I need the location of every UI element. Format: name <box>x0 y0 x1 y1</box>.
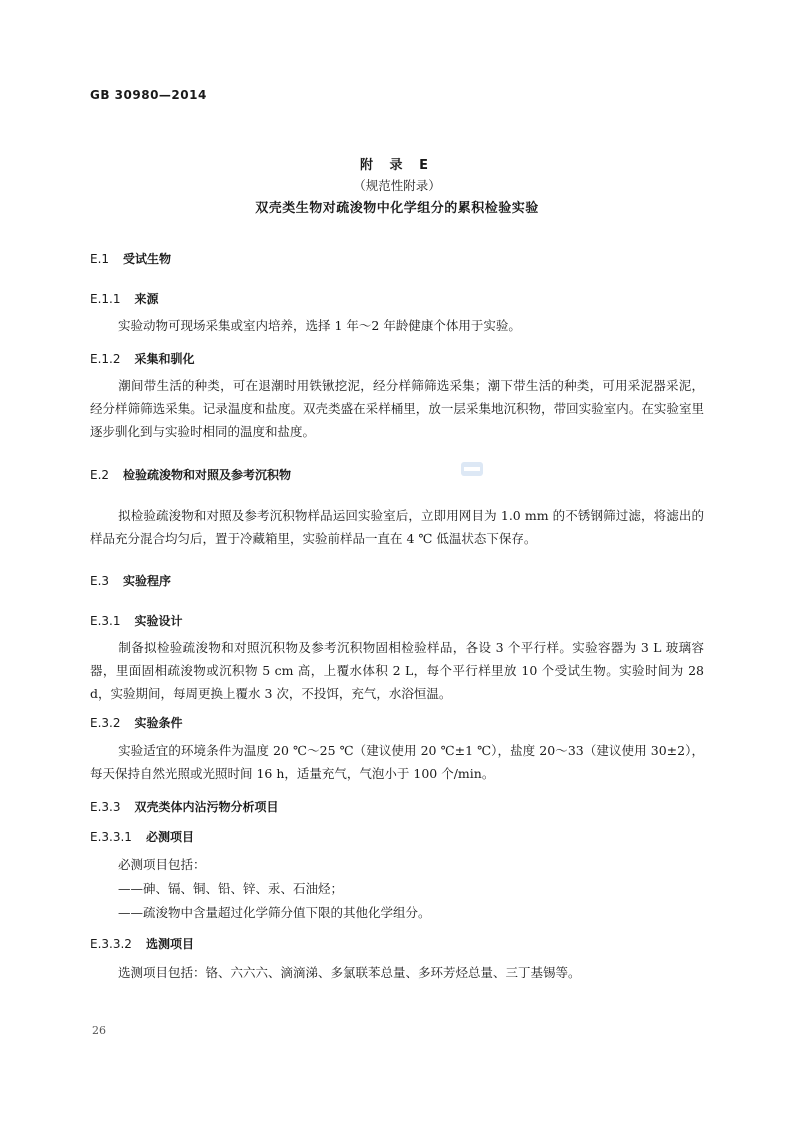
heading-number: E.1 <box>90 252 110 266</box>
paragraph-e3-1 <box>90 636 704 705</box>
heading-title: 实验条件 <box>134 716 183 730</box>
heading-title: 受试生物 <box>123 252 172 266</box>
heading-title: 实验设计 <box>134 614 183 628</box>
paragraph-text: 实验动物可现场采集或室内培养，选择 1 年～2 年龄健康个体用于实验。 <box>118 318 521 333</box>
heading-number: E.3.3.2 <box>90 937 132 951</box>
paragraph-e1-1 <box>90 314 704 337</box>
heading-e3-3-1 <box>90 828 194 845</box>
list-item: ——疏浚物中含量超过化学筛分值下限的其他化学组分。 <box>118 905 431 920</box>
paragraph-text: 选测项目包括：铬、六六六、滴滴涕、多氯联苯总量、多环芳烃总量、三丁基锡等。 <box>118 965 581 980</box>
heading-title: 采集和驯化 <box>134 352 195 366</box>
annex-title: 附 录 E <box>360 158 434 173</box>
paragraph-text: 实验适宜的环境条件为温度 20 ℃～25 ℃（建议使用 20 ℃±1 ℃），盐度 20～33（建议使用 30±2），每天保持自然光照或光照时间 16 h，适量充气，气泡小于 100 个/min。 <box>90 743 704 781</box>
paragraph-e3-3-2 <box>90 961 704 984</box>
heading-title: 检验疏浚物和对照及参考沉积物 <box>123 468 292 482</box>
heading-number: E.3.3.1 <box>90 830 132 844</box>
heading-e3-2 <box>90 714 183 731</box>
heading-number: E.2 <box>90 468 110 482</box>
heading-e1-2 <box>90 350 195 367</box>
standard-id: GB 30980—2014 <box>90 88 207 102</box>
heading-number: E.3.3 <box>90 800 121 814</box>
paragraph-e2 <box>90 504 704 550</box>
annex-name: 双壳类生物对疏浚物中化学组分的累积检验实验 <box>255 201 539 216</box>
heading-number: E.1.1 <box>90 292 121 306</box>
paragraph-e3-2 <box>90 739 704 785</box>
page-number: 26 <box>92 1024 106 1037</box>
heading-e1-1 <box>90 290 159 307</box>
heading-title: 选测项目 <box>145 937 194 951</box>
heading-e1 <box>90 250 171 267</box>
heading-title: 必测项目 <box>145 830 194 844</box>
heading-number: E.3 <box>90 574 110 588</box>
heading-title: 双壳类体内沾污物分析项目 <box>134 800 279 814</box>
heading-e3-3 <box>90 798 279 815</box>
paragraph-text: 潮间带生活的种类，可在退潮时用铁锹挖泥，经分样筛筛选采集；潮下带生活的种类，可用采泥器采泥，经分样筛筛选采集。记录温度和盐度。双壳类盛在采样桶里，放一层采集地沉积物，带回实验室内。在实验室里逐步驯化到与实验时相同的温度和盐度。 <box>90 378 704 439</box>
heading-number: E.3.2 <box>90 716 121 730</box>
paragraph-text: 制备拟检验疏浚物和对照沉积物及参考沉积物固相检验样品，各设 3 个平行样。实验容器为 3 L 玻璃容器，里面固相疏浚物或沉积物 5 cm 高，上覆水体积 2 L，每个平行样里放 10 个受试生物。实验时间为 28 d，实验期间，每周更换上覆水 3 次，不投饵，充气，水浴恒温。 <box>90 640 704 701</box>
paragraph-e1-2 <box>90 374 704 443</box>
heading-number: E.1.2 <box>90 352 121 366</box>
heading-title: 实验程序 <box>123 574 172 588</box>
list-item: ——砷、镉、铜、铅、锌、汞、石油烃； <box>118 881 344 896</box>
list-intro: 必测项目包括： <box>118 857 206 872</box>
paragraph-text: 拟检验疏浚物和对照及参考沉积物样品运回实验室后，立即用网目为 1.0 mm 的不锈钢筛过滤，将滤出的样品充分混合均匀后，置于冷藏箱里，实验前样品一直在 4 ℃ 低温状态下保存。 <box>90 508 704 546</box>
heading-title: 来源 <box>134 292 159 306</box>
annex-type: （规范性附录） <box>353 178 441 193</box>
heading-number: E.3.1 <box>90 614 121 628</box>
heading-e3-1 <box>90 612 183 629</box>
heading-e2 <box>90 466 291 483</box>
sac-watermark-icon <box>460 460 484 478</box>
heading-e3 <box>90 572 171 589</box>
heading-e3-3-2 <box>90 935 194 952</box>
